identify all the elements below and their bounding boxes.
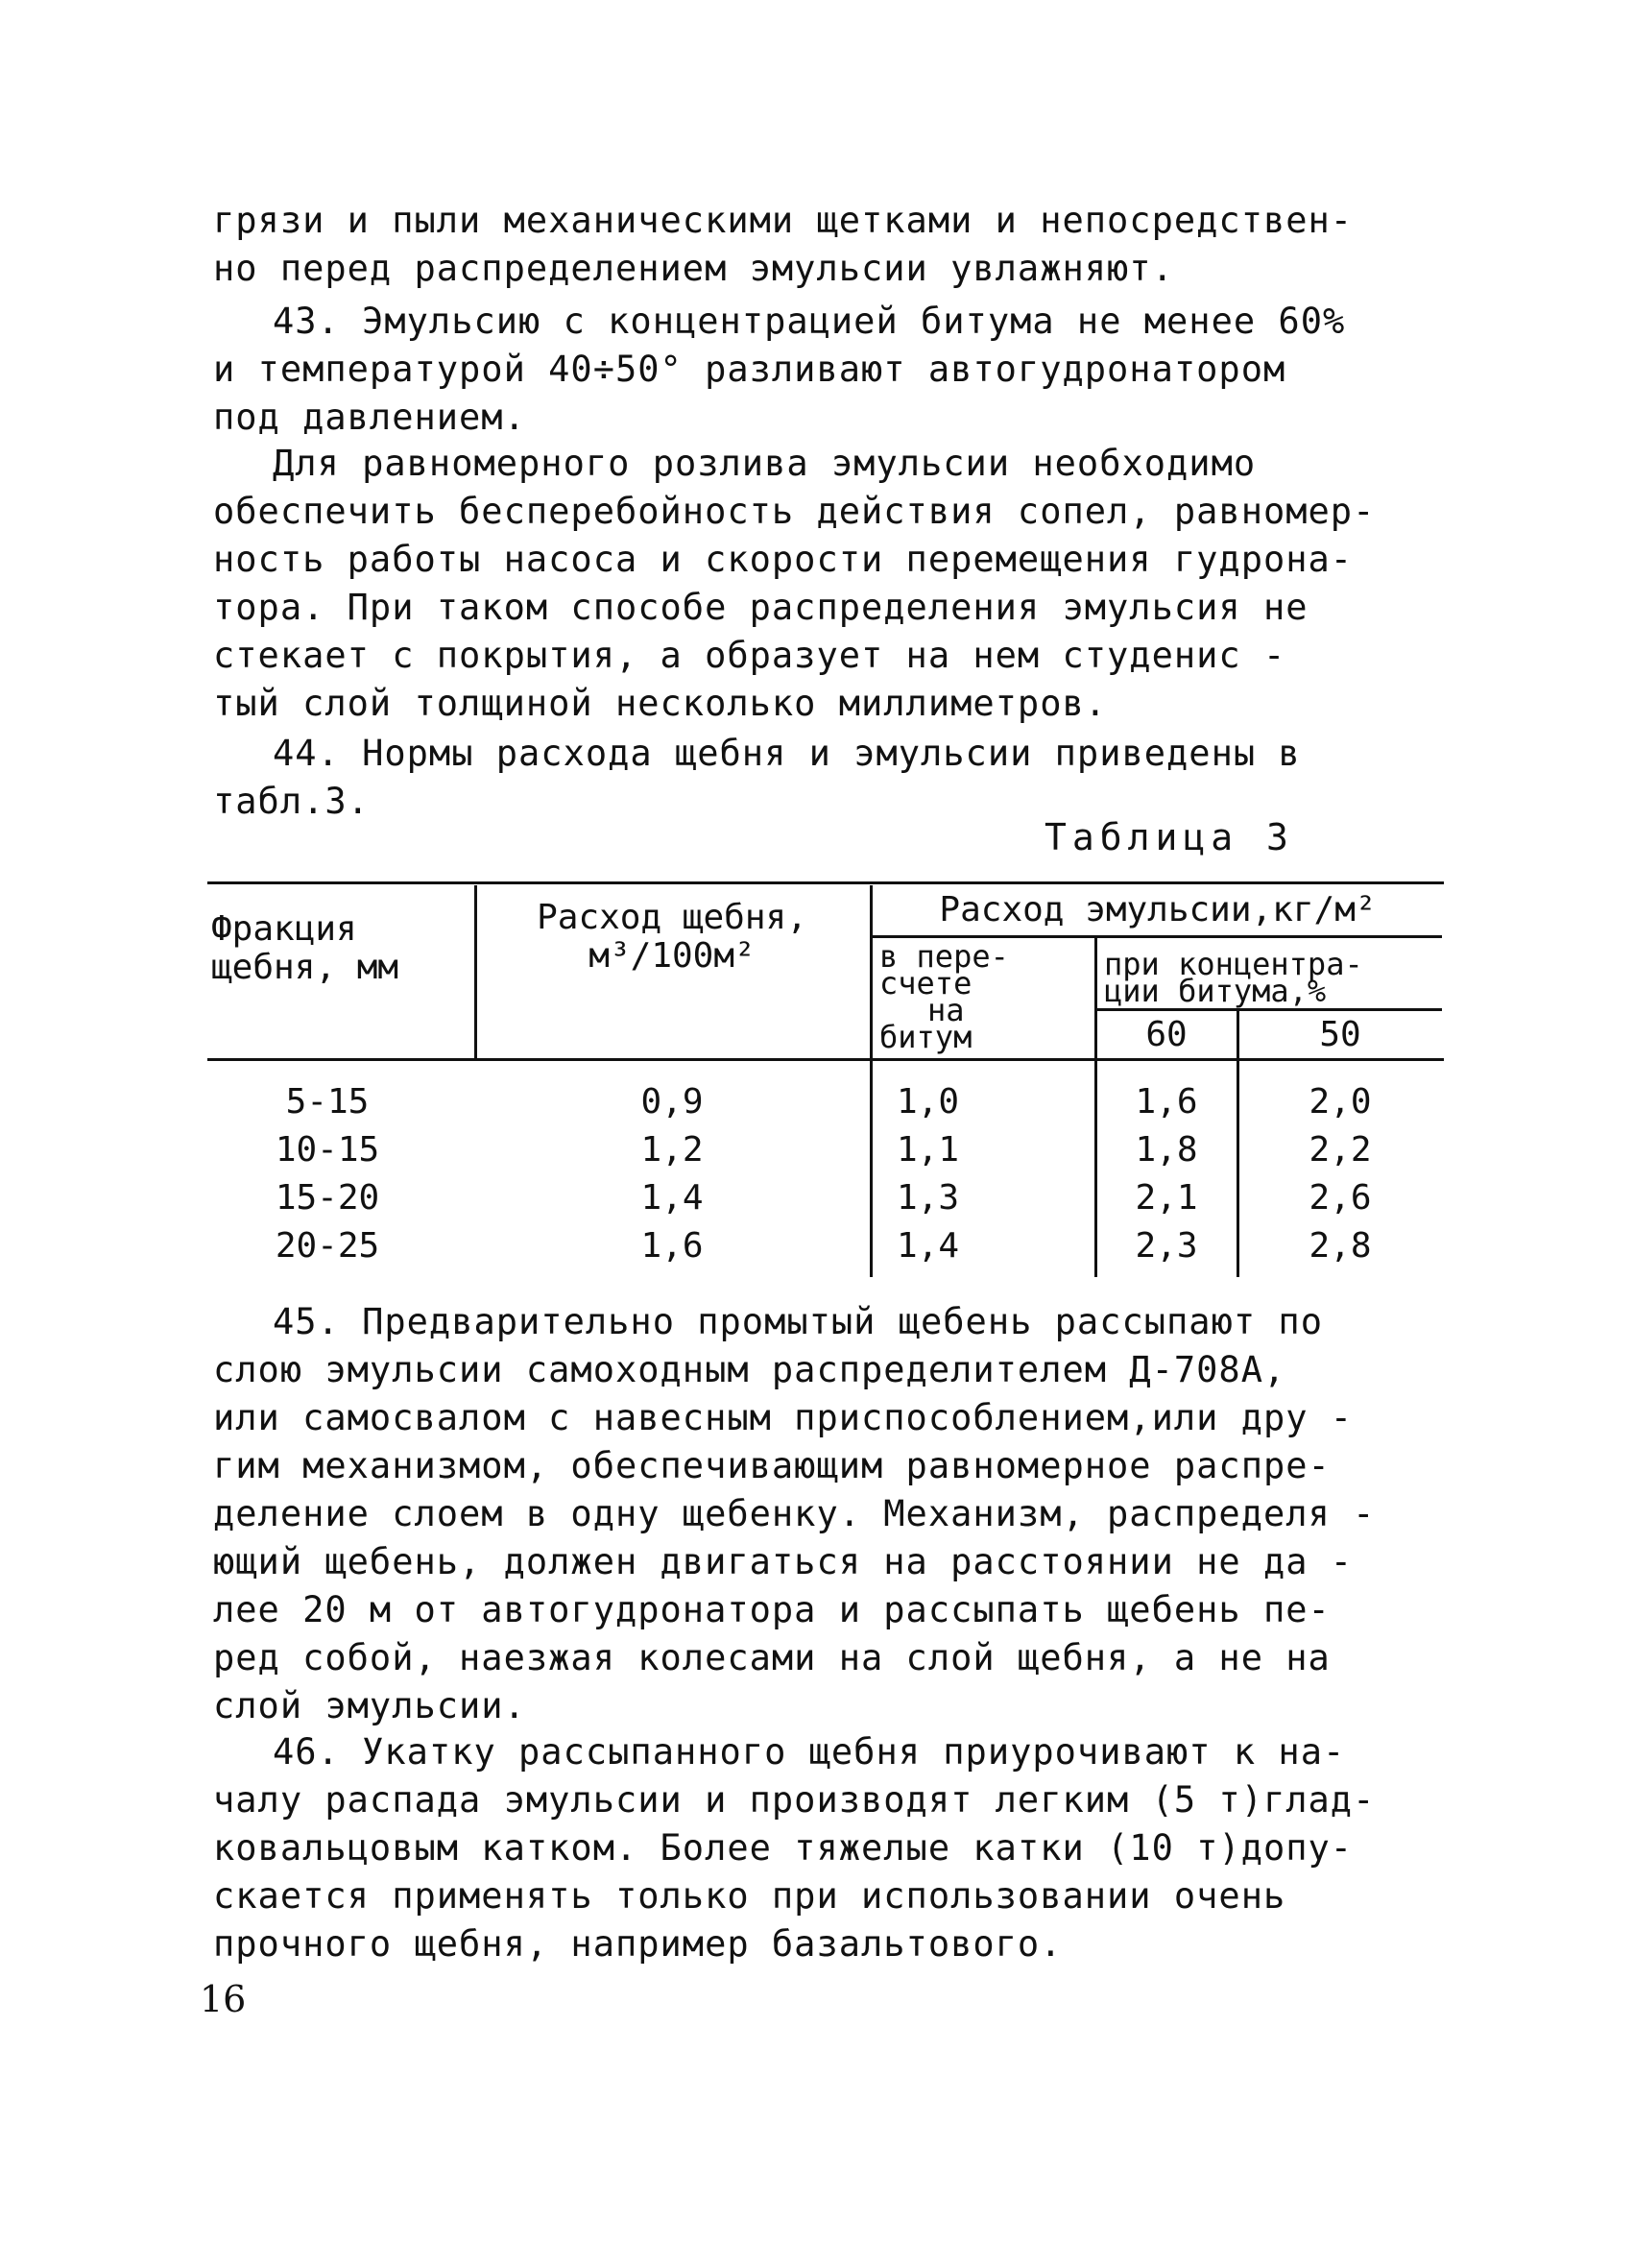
header-text: Расход щебня, <box>537 898 807 937</box>
header-emulsion: Расход эмульсии,кг/м² <box>939 890 1377 929</box>
header-conc-50: 50 <box>1319 1015 1361 1054</box>
text-line: ющий щебень, должен двигаться на расстоянии не да - <box>213 1541 1354 1582</box>
text-line: 44. Нормы расхода щебня и эмульсии приведены в <box>273 733 1301 774</box>
text-line: стекает с покрытия, а образует на нем студенис - <box>213 635 1286 676</box>
header-text: ции битума,% <box>1104 973 1327 1009</box>
column-divider <box>474 885 477 1058</box>
table-caption: Таблица 3 <box>1045 816 1294 858</box>
cell-fraction: 5-15 <box>285 1082 370 1122</box>
cell-gravel: 1,4 <box>640 1178 704 1218</box>
text-line: 45. Предварительно промытый щебень рассыпают по <box>273 1301 1323 1342</box>
text-line: деление слоем в одну щебенку. Механизм, распределя - <box>213 1493 1376 1534</box>
text-line: слой эмульсии. <box>213 1685 526 1726</box>
text-line: но перед распределением эмульсии увлажняют. <box>213 248 1174 289</box>
cell-fraction: 15-20 <box>275 1178 380 1218</box>
cell-conc-50: 2,2 <box>1309 1130 1372 1170</box>
cell-conc-50: 2,0 <box>1309 1082 1372 1122</box>
paragraph-44 <box>213 730 1452 826</box>
cell-fraction: 20-25 <box>275 1226 380 1266</box>
header-bottom-rule <box>207 1058 1444 1061</box>
page-number: 16 <box>200 1978 247 2020</box>
header-gravel <box>480 899 864 976</box>
paragraph-distribution <box>213 440 1452 728</box>
paragraph-43 <box>213 298 1452 442</box>
cell-bitumen: 1,1 <box>897 1130 960 1170</box>
text-line: грязи и пыли механическими щетками и непосредствен- <box>213 200 1354 241</box>
text-line: под давлением. <box>213 397 526 438</box>
text-line: чалу распада эмульсии и производят легким (5 т)глад- <box>213 1779 1376 1821</box>
text-line: и температурой 40÷50° разливают автогудронатором <box>213 349 1286 390</box>
text-line: табл.3. <box>213 781 370 822</box>
text-line: тый слой толщиной несколько миллиметров. <box>213 683 1108 724</box>
text-line: обеспечить бесперебойность действия сопел, равномер- <box>213 491 1376 532</box>
header-text: щебня, мм <box>211 948 399 987</box>
table-top-rule <box>207 881 1444 884</box>
header-text: при концентра- <box>1104 946 1363 982</box>
header-text: Фракция <box>211 909 357 949</box>
header-text: счете <box>879 965 973 1001</box>
text-line: гим механизмом, обеспечивающим равномерное распре- <box>213 1445 1331 1486</box>
cell-gravel: 1,6 <box>640 1226 704 1266</box>
cell-gravel: 0,9 <box>640 1082 704 1122</box>
cell-bitumen: 1,4 <box>897 1226 960 1266</box>
text-line: или самосвалом с навесным приспособлением,или дру - <box>213 1397 1354 1438</box>
cell-conc-60: 2,3 <box>1135 1226 1198 1266</box>
cell-gravel: 1,2 <box>640 1130 704 1170</box>
text-line: 43. Эмульсию с концентрацией битума не менее 60% <box>273 301 1346 342</box>
cell-conc-50: 2,8 <box>1309 1226 1372 1266</box>
header-text: на <box>927 992 965 1028</box>
text-line: скается применять только при использовании очень <box>213 1875 1286 1917</box>
text-line: лее 20 м от автогудронатора и рассыпать щебень пе- <box>213 1589 1331 1630</box>
text-line: Для равномерного розлива эмульсии необходимо <box>273 443 1257 484</box>
paragraph-46 <box>213 1728 1452 1968</box>
header-fraction <box>211 910 461 987</box>
cell-fraction: 10-15 <box>275 1130 380 1170</box>
norms-table <box>207 881 1446 1277</box>
cell-conc-50: 2,6 <box>1309 1178 1372 1218</box>
text-line: ред собой, наезжая колесами на слой щебня, а не на <box>213 1637 1331 1678</box>
text-line: ность работы насоса и скорости перемещения гудрона- <box>213 539 1354 580</box>
column-divider <box>870 885 873 1277</box>
paragraph-top <box>213 197 1452 293</box>
text-line: прочного щебня, например базальтового. <box>213 1923 1063 1965</box>
paragraph-45 <box>213 1298 1452 1730</box>
text-line: ковальцовым катком. Более тяжелые катки (10 т)допу- <box>213 1827 1354 1869</box>
header-bitumen <box>879 938 1091 1055</box>
cell-conc-60: 1,8 <box>1135 1130 1198 1170</box>
text-line: тора. При таком способе распределения эмульсия не <box>213 587 1309 628</box>
header-text: в пере- <box>879 938 1009 975</box>
header-concentration <box>1104 946 1442 1009</box>
text-line: слою эмульсии самоходным распределителем Д-708А, <box>213 1349 1286 1390</box>
cell-bitumen: 1,0 <box>897 1082 960 1122</box>
cell-conc-60: 1,6 <box>1135 1082 1198 1122</box>
header-text: битум <box>879 1019 973 1055</box>
header-conc-60: 60 <box>1145 1015 1188 1054</box>
cell-conc-60: 2,1 <box>1135 1178 1198 1218</box>
cell-bitumen: 1,3 <box>897 1178 960 1218</box>
header-text: м³/100м² <box>588 936 756 976</box>
text-line: 46. Укатку рассыпанного щебня приурочивают к на- <box>273 1731 1346 1773</box>
